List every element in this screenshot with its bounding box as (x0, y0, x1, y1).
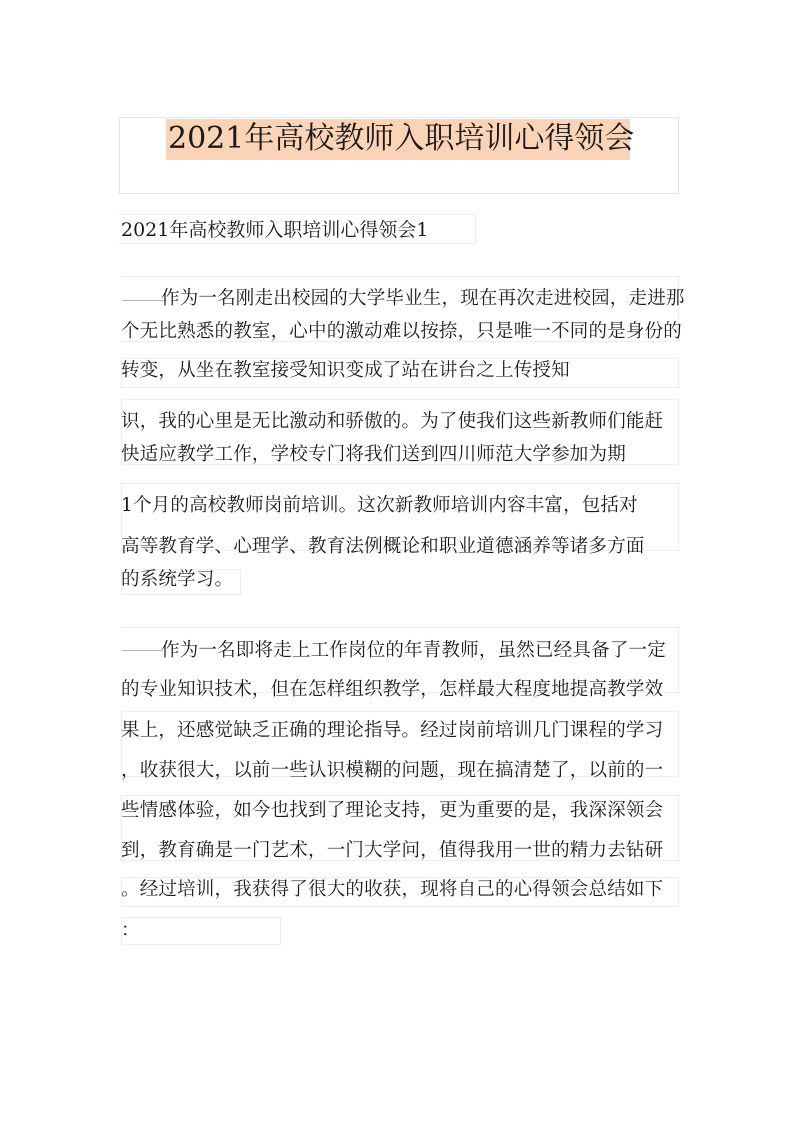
paragraph-line: 作为一名刚走出校园的大学毕业生，现在再次走进校园，走进那 (161, 288, 685, 309)
paragraph-line: 高等教育学、心理学、教育法例概论和职业道德涵养等诸多方面 (121, 536, 645, 557)
paragraph-line: 些情感体验，如今也找到了理论支持，更为重要的是，我深深领会 (121, 800, 664, 821)
document-subtitle: 2021年高校教师入职培训心得领会1 (121, 219, 429, 241)
paragraph-line: 的系统学习。 (121, 569, 234, 590)
text-frame (121, 917, 281, 945)
paragraph-line: 个无比熟悉的教室，心中的激动难以按捺，只是唯一不同的是身份的 (121, 321, 683, 342)
paragraph-line: 到，教育确是一门艺术，一门大学问，值得我用一世的精力去钻研 (121, 840, 664, 861)
document-title: 2021年高校教师入职培训心得领会 (168, 121, 635, 156)
paragraph-line: 转变，从坐在教室接受知识变成了站在讲台之上传授知 (121, 360, 570, 381)
paragraph-line: 。经过培训，我获得了很大的收获，现将自己的心得领会总结如下 (121, 879, 664, 900)
paragraph-line: ： (121, 920, 140, 941)
paragraph-line: 作为一名即将走上工作岗位的年青教师，虽然已经具备了一定 (161, 640, 666, 661)
paragraph-line: 1个月的高校教师岗前培训。这次新教师培训内容丰富，包括对 (121, 495, 638, 516)
paragraph-line: 快适应教学工作，学校专门将我们送到四川师范大学参加为期 (121, 444, 626, 465)
paragraph-line: 识，我的心里是无比激动和骄傲的。为了使我们这些新教师们能赶 (121, 411, 664, 432)
paragraph-line: ，收获很大，以前一些认识模糊的问题，现在搞清楚了，以前的一 (121, 760, 664, 781)
paragraph-line: 果上，还感觉缺乏正确的理论指导。经过岗前培训几门课程的学习 (121, 720, 664, 741)
paragraph-line: 的专业知识技术，但在怎样组织教学，怎样最大程度地提高教学效 (121, 679, 664, 700)
